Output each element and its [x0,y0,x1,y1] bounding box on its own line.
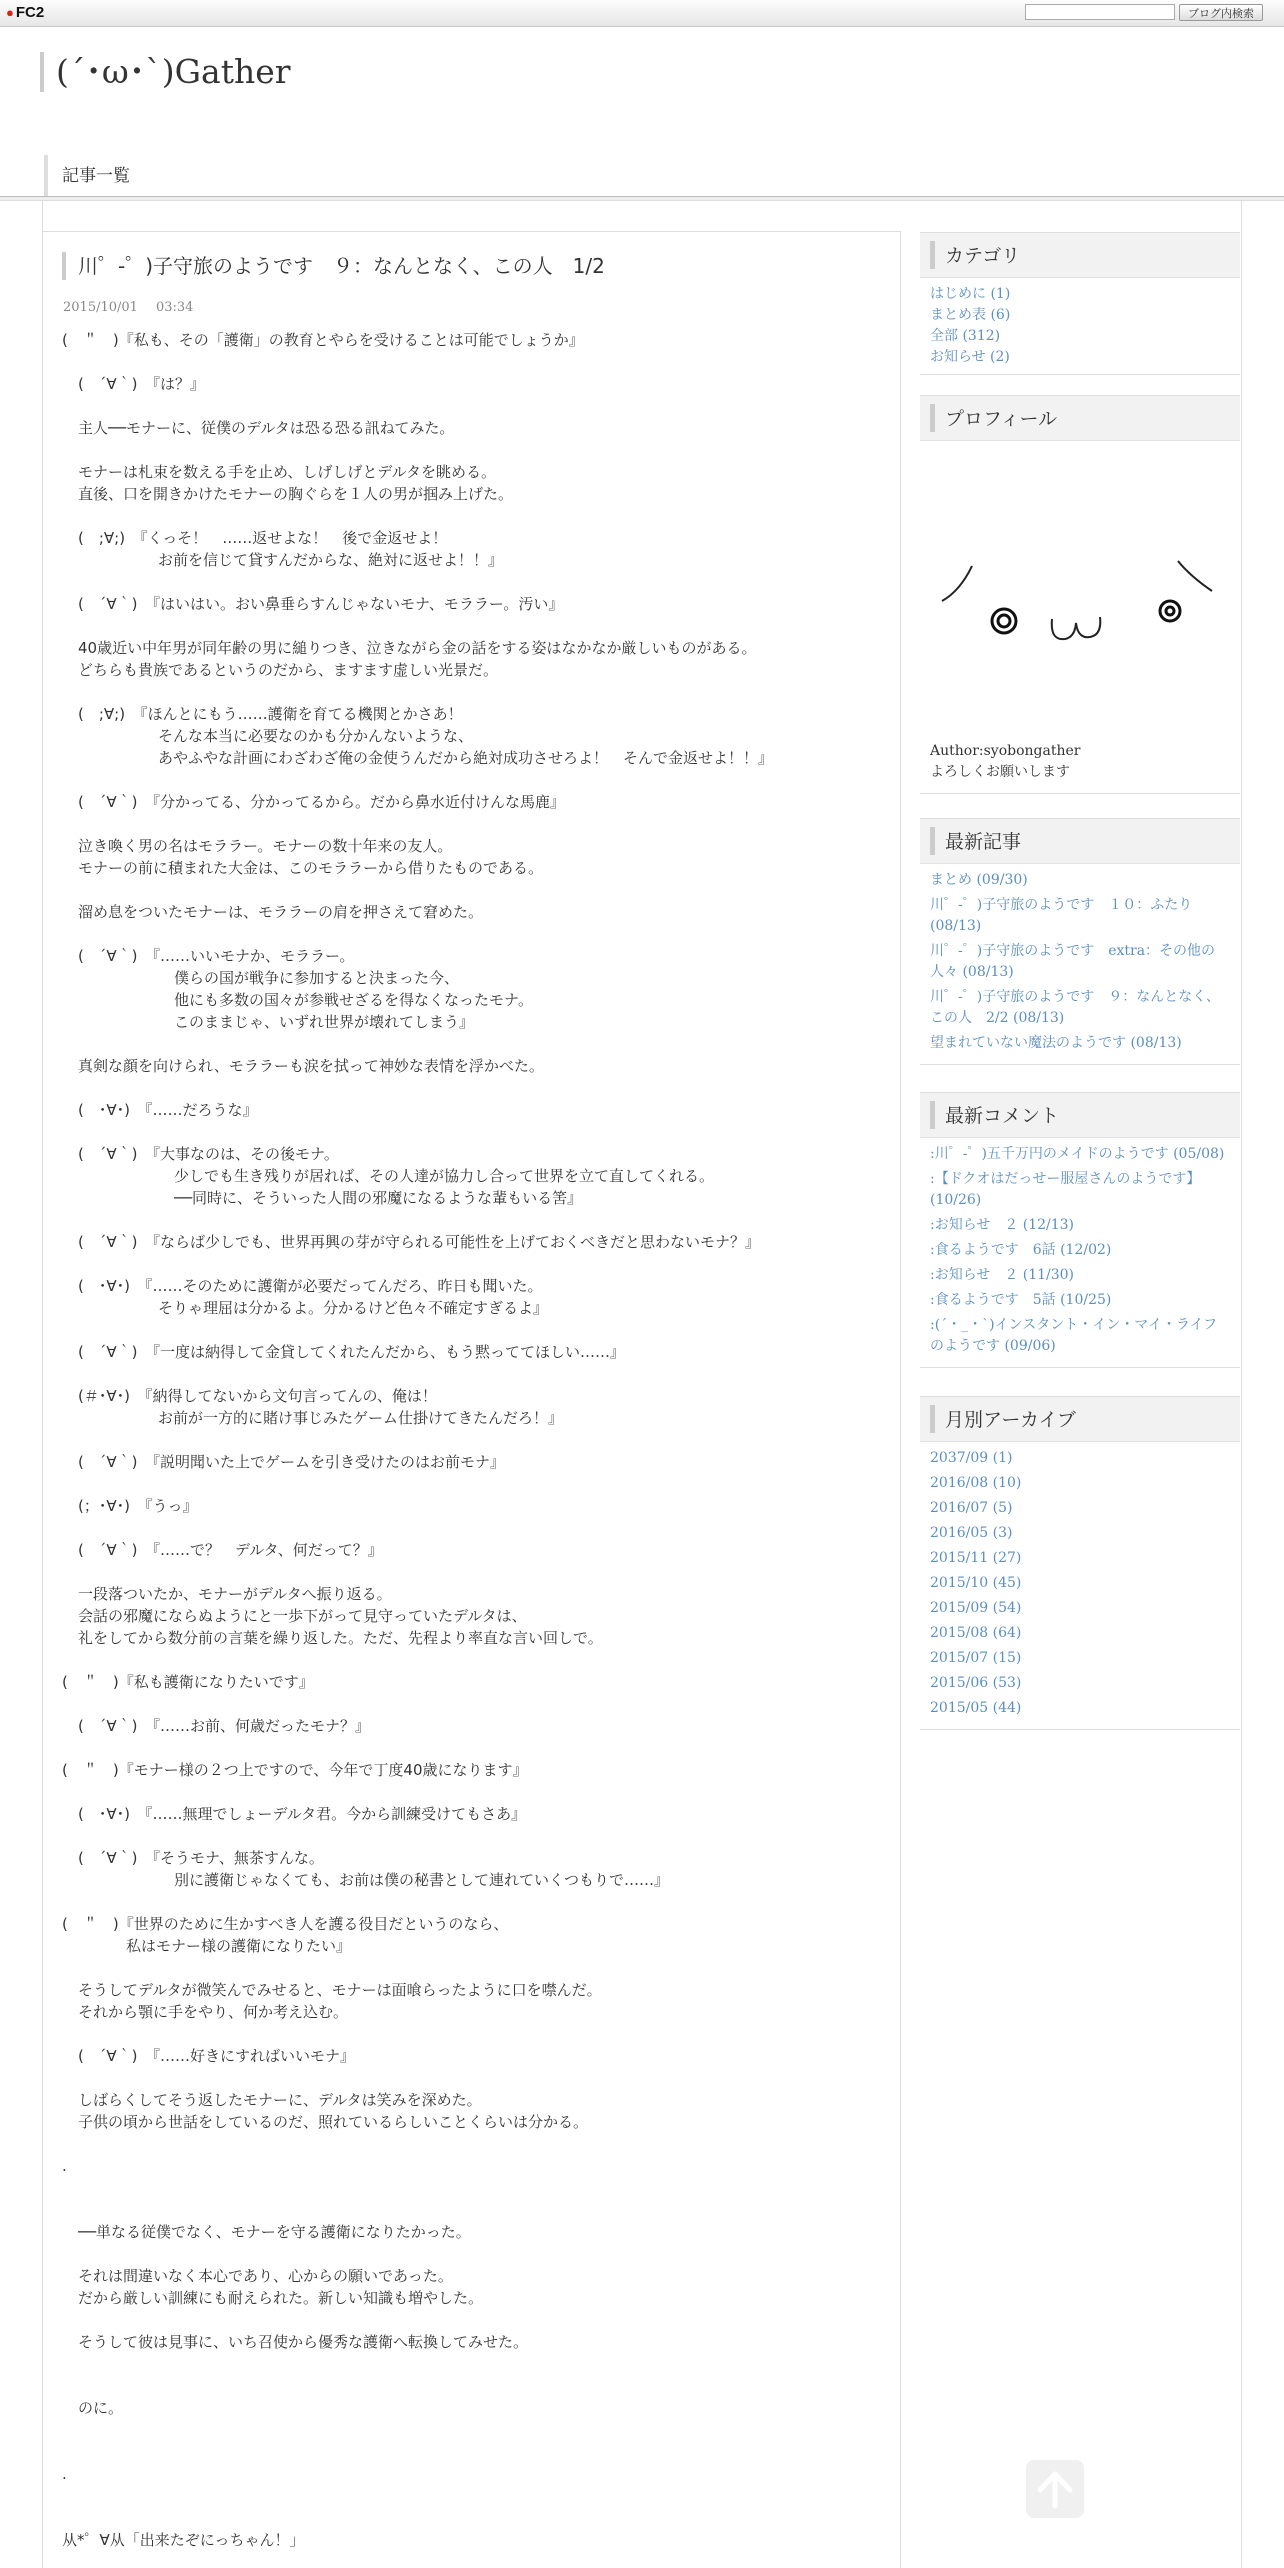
article-line: ( ＂ )『私も、その「護衛」の教育とやらを受けることは可能でしょうか』 [62,331,584,349]
article-line: (＃･∀･) 『納得してないから文句言ってんの、俺は！ [78,1387,437,1405]
sidebar-recent-posts-title: 最新記事 [930,827,1021,855]
article-line: そうして彼は見事に、いち召使から優秀な護衛へ転換してみせた。 [78,2333,529,2351]
recent-comment-link[interactable]: :食るようです 6話 (12/02) [930,1242,1112,1258]
sidebar-recent-comments [920,1092,1240,1368]
article-line: だから厳しい訓練にも耐えられた。新しい知識も増やした。 [78,2289,484,2307]
article-line: 一段落ついたか、モナーがデルタへ振り返る。 [78,1585,392,1603]
sidebar-category [920,232,1240,375]
article-line [62,1473,892,1495]
article-line [62,571,892,593]
arrow-up-icon [1026,2460,1084,2518]
archive-month-link[interactable]: 2016/08 (10) [930,1475,1022,1491]
article-title[interactable]: 川゜-゜)子守旅のようです ９：なんとなく、この人 1/2 [62,252,898,280]
sidebar-profile-header [920,396,1240,441]
archive-list [920,1442,1240,1729]
article-line [62,1209,892,1231]
article-line: ( ･∀･) 『……無理でしょーデルタ君。今から訓練受けてもさあ』 [78,1805,527,1823]
main-top-border [42,231,900,232]
archive-month-link[interactable]: 2015/05 (44) [930,1700,1022,1716]
archive-month-link[interactable]: 2015/09 (54) [930,1600,1022,1616]
archive-month-link[interactable]: 2016/07 (5) [930,1500,1013,1516]
article-line: 会話の邪魔にならぬようにと一歩下がって見守っていたデルタは、 [78,1607,527,1625]
category-link[interactable]: まとめ表 (6) [930,307,1011,323]
recent-post-link[interactable]: 川゜-゜)子守旅のようです extra：その他の人々 (08/13) [930,943,1216,980]
profile-greeting: よろしくお願いします [930,764,1070,780]
article-line [62,2353,892,2375]
article-line [62,395,892,417]
article-line [62,1033,892,1055]
archive-month-link[interactable]: 2015/06 (53) [930,1675,1022,1691]
category-link[interactable]: 全部 (312) [930,328,1001,344]
sidebar-recent-posts-header [920,819,1240,864]
sidebar-recent-comments-title: 最新コメント [930,1101,1059,1129]
nav-item-article-list[interactable]: 記事一覧 [44,155,144,197]
article-line [62,769,892,791]
article-line [62,2309,892,2331]
sidebar-profile-title: プロフィール [930,404,1057,432]
article-line: . [62,2157,67,2175]
article-line: ──単なる従僕でなく、モナーを守る護衛になりたかった。 [78,2223,471,2241]
archive-month-link[interactable]: 2015/08 (64) [930,1625,1022,1641]
category-list [920,278,1240,374]
recent-post-link[interactable]: 望まれていない魔法のようです (08/13) [930,1035,1182,1051]
article-line [62,1737,892,1759]
article-line [62,2485,892,2507]
article-line [62,1825,892,1847]
article-line: お前を信じて貸すんだからな、絶対に返せよ！！』 [158,551,504,569]
fc2-logo[interactable] [6,4,44,21]
recent-comment-link[interactable]: :川゜-゜)五千万円のメイドのようです (05/08) [930,1146,1225,1162]
sidebar-archive-title: 月別アーカイブ [930,1405,1076,1433]
article-line [62,2023,892,2045]
article-line [62,1517,892,1539]
article-line: ( ･∀･) 『……だろうな』 [78,1101,258,1119]
category-link[interactable]: はじめに (1) [930,286,1011,302]
recent-post-link[interactable]: 川゜-゜)子守旅のようです １０：ふたり (08/13) [930,897,1193,934]
archive-month-link[interactable]: 2016/05 (3) [930,1525,1013,1541]
profile-author: Author:syobongather [930,743,1081,759]
article-line: そりゃ理屈は分かるよ。分かるけど色々不確定すぎるよ』 [158,1299,549,1317]
article-line: ( ＂ )『モナー様の２つ上ですので、今年で丁度40歳になります』 [62,1761,528,1779]
article-line [62,615,892,637]
article-line: ( ･∀･) 『……そのために護衛が必要だってんだろ、昨日も聞いた。 [78,1277,543,1295]
article-line [62,1957,892,1979]
recent-comment-link[interactable]: :(´・_・`)インスタント・イン・マイ・ライフのようです (09/06) [930,1317,1218,1354]
article-line: 直後、口を開きかけたモナーの胸ぐらを１人の男が掴み上げた。 [78,485,514,503]
article-line: 少しでも生き残りが居れば、その人達が協力し合って世界を立て直してくれる。 [174,1167,715,1185]
article-date-day: 2015/10/01 [63,300,138,315]
article-line [62,681,892,703]
article-line: 从*゜∀从「出来たぞにっちゃん！」 [62,2531,305,2549]
sidebar-category-header [920,233,1240,278]
blog-search-input[interactable] [1025,4,1175,20]
sidebar-recent-comments-header [920,1093,1240,1138]
archive-month-link[interactable]: 2015/11 (27) [930,1550,1022,1566]
article-line [62,1781,892,1803]
article-line [62,2375,892,2397]
article-line [62,813,892,835]
article-line: ──同時に、そういった人間の邪魔になるような輩もいる筈』 [174,1189,583,1207]
article-line: ( ´∀｀) 『分かってる、分かってるから。だから鼻水近付けんな馬鹿』 [78,793,565,811]
article-line [62,1649,892,1671]
blog-search-button[interactable]: ブログ内検索 [1179,4,1263,21]
article-line: 真剣な顔を向けられ、モララーも涙を拭って神妙な表情を浮かべた。 [78,1057,544,1075]
article-line [62,2419,892,2441]
sidebar-profile [920,395,1240,794]
recent-posts-list [920,864,1240,1064]
article-line: そんな本当に必要なのかも分かんないような、 [158,727,474,745]
archive-month-link[interactable]: 2037/09 (1) [930,1450,1013,1466]
article-line: それから顎に手をやり、何か考え込む。 [78,2003,349,2021]
recent-comment-link[interactable]: :【ドクオはだっせー服屋さんのようです】(10/26) [930,1171,1201,1208]
article-line [62,505,892,527]
article-line [62,2133,892,2155]
article-line [62,2441,892,2463]
article-line [62,2067,892,2089]
article-line: ( ´∀｀) 『は？』 [78,375,205,393]
article-line: しばらくしてそう返したモナーに、デルタは笑みを深めた。 [78,2091,482,2109]
article-line: どちらも貴族であるというのだから、ますます虚しい光景だ。 [78,661,499,679]
article-line: ( ＂ )『世界のために生かすべき人を護る役目だというのなら、 [62,1915,509,1933]
article-line [62,2243,892,2265]
article-date-time: 03:34 [155,300,194,315]
recent-comments-list [920,1138,1240,1367]
profile-face-drawing [920,441,1240,741]
archive-month-link[interactable]: 2015/10 (45) [930,1575,1022,1591]
article-line [62,2199,892,2221]
article-line: ( ´∀｀) 『大事なのは、その後モナ。 [78,1145,339,1163]
recent-comment-link[interactable]: :お知らせ ２ (12/13) [930,1217,1075,1233]
article-line: ( ;∀;) 『くっそ！ ……返せよな！ 後で金返せよ！ [78,529,448,547]
article-line: ( ;∀;) 『ほんとにもう……護衛を育てる機関とかさあ！ [78,705,463,723]
article-line [62,439,892,461]
article-line: あやふやな計画にわざわざ俺の金使うんだから絶対成功させろよ！ そんで金返せよ！！』 [158,749,774,767]
fc2-toolbar [0,0,1284,27]
article-line: 溜め息をついたモナーは、モララーの肩を押さえて窘めた。 [78,903,484,921]
article-line [62,1891,892,1913]
article-date [63,300,211,315]
sidebar-archive [920,1396,1240,1730]
article-line: (；･∀･) 『うっ』 [78,1497,198,1515]
article-line: モナーの前に積まれた大金は、このモララーから借りたものである。 [78,859,544,877]
article-line: ( ´∀｀) 『一度は納得して金貸してくれたんだから、もう黙っててほしい……』 [78,1343,625,1361]
article-line [62,1319,892,1341]
recent-comment-link[interactable]: :食るようです 5話 (10/25) [930,1292,1112,1308]
article-line [62,351,892,373]
fc2-logo-icon: ● [6,5,14,20]
article-line: ( ´∀｀) 『……好きにすればいいモナ』 [78,2047,355,2065]
article-line: モナーは札束を数える手を止め、しげしげとデルタを眺める。 [78,463,497,481]
article-line: 40歳近い中年男が同年齢の男に縋りつき、泣きながら金の話をする姿はなかなか厳しいものがある。 [78,639,757,657]
article-line: 他にも多数の国々が参戦せざるを得なくなったモナ。 [174,991,533,1009]
blog-title[interactable]: (´･ω･`)Gather [40,52,291,92]
fc2-logo-text: FC2 [15,4,45,21]
recent-post-link[interactable]: まとめ (09/30) [930,872,1028,888]
article-line [62,879,892,901]
article-line: ( ＂ )『私も護衛になりたいです』 [62,1673,314,1691]
article-line: . [62,2465,67,2483]
article-line: ( ´∀｀) 『……で？ デルタ、何だって？』 [78,1541,383,1559]
article-line: それは間違いなく本心であり、心からの願いであった。 [78,2267,453,2285]
sidebar-recent-posts [920,818,1240,1065]
article-line [62,1363,892,1385]
article-line: 礼をしてから数分前の言葉を繰り返した。ただ、先程より率直な言い回しで。 [78,1629,603,1647]
article-line [62,1253,892,1275]
article-line: ( ´∀｀) 『……いいモナか、モララー。 [78,947,355,965]
scroll-to-top-button[interactable] [1026,2460,1084,2518]
article-line: 別に護衛じゃなくても、お前は僕の秘書として連れていくつもりで……』 [174,1871,670,1889]
article-line: 泣き喚く男の名はモララー。モナーの数十年来の友人。 [78,837,453,855]
profile-avatar [920,441,1240,741]
archive-month-link[interactable]: 2015/07 (15) [930,1650,1022,1666]
article-line: ( ´∀｀) 『そうモナ、無茶すんな。 [78,1849,324,1867]
article-line [62,1561,892,1583]
article-line: ( ´∀｀) 『ならば少しでも、世界再興の芽が守られる可能性を上げておくべきだと思わないモナ？』 [78,1233,760,1251]
article-line: 主人──モナーに、従僕のデルタは恐る恐る訊ねてみた。 [78,419,455,437]
article-line: お前が一方的に賭け事じみたゲーム仕掛けてきたんだろ！』 [158,1409,564,1427]
recent-comment-link[interactable]: :お知らせ ２ (11/30) [930,1267,1075,1283]
sidebar-category-title: カテゴリ [930,241,1020,269]
recent-post-link[interactable]: 川゜-゜)子守旅のようです ９：なんとなく、この人 2/2 (08/13) [930,989,1220,1026]
article-line: のに。 [78,2399,124,2417]
article-line: 子供の頃から世話をしているのだ、照れているらしいことくらいは分かる。 [78,2113,589,2131]
article-line: 私はモナー様の護衛になりたい』 [126,1937,352,1955]
article-line [62,923,892,945]
article-line: ( ´∀｀) 『はいはい。おい鼻垂らすんじゃないモナ、モララー。汚い』 [78,595,564,613]
article-line [62,2507,892,2529]
article-line: 僕らの国が戦争に参加すると決まった今、 [174,969,460,987]
article-line [62,2177,892,2199]
article-body [62,329,892,2551]
category-link[interactable]: お知らせ (2) [930,349,1010,365]
article-line: ( ´∀｀) 『説明聞いた上でゲームを引き受けたのはお前モナ』 [78,1453,505,1471]
article-line: ( ´∀｀) 『……お前、何歳だったモナ？』 [78,1717,370,1735]
article-line: そうしてデルタが微笑んでみせると、モナーは面喰らったように口を噤んだ。 [78,1981,602,1999]
article-line [62,1077,892,1099]
sidebar-archive-header [920,1397,1240,1442]
article-line [62,1121,892,1143]
article-line [62,1693,892,1715]
article-line [62,1429,892,1451]
article-line: このままじゃ、いずれ世界が壊れてしまう』 [174,1013,475,1031]
